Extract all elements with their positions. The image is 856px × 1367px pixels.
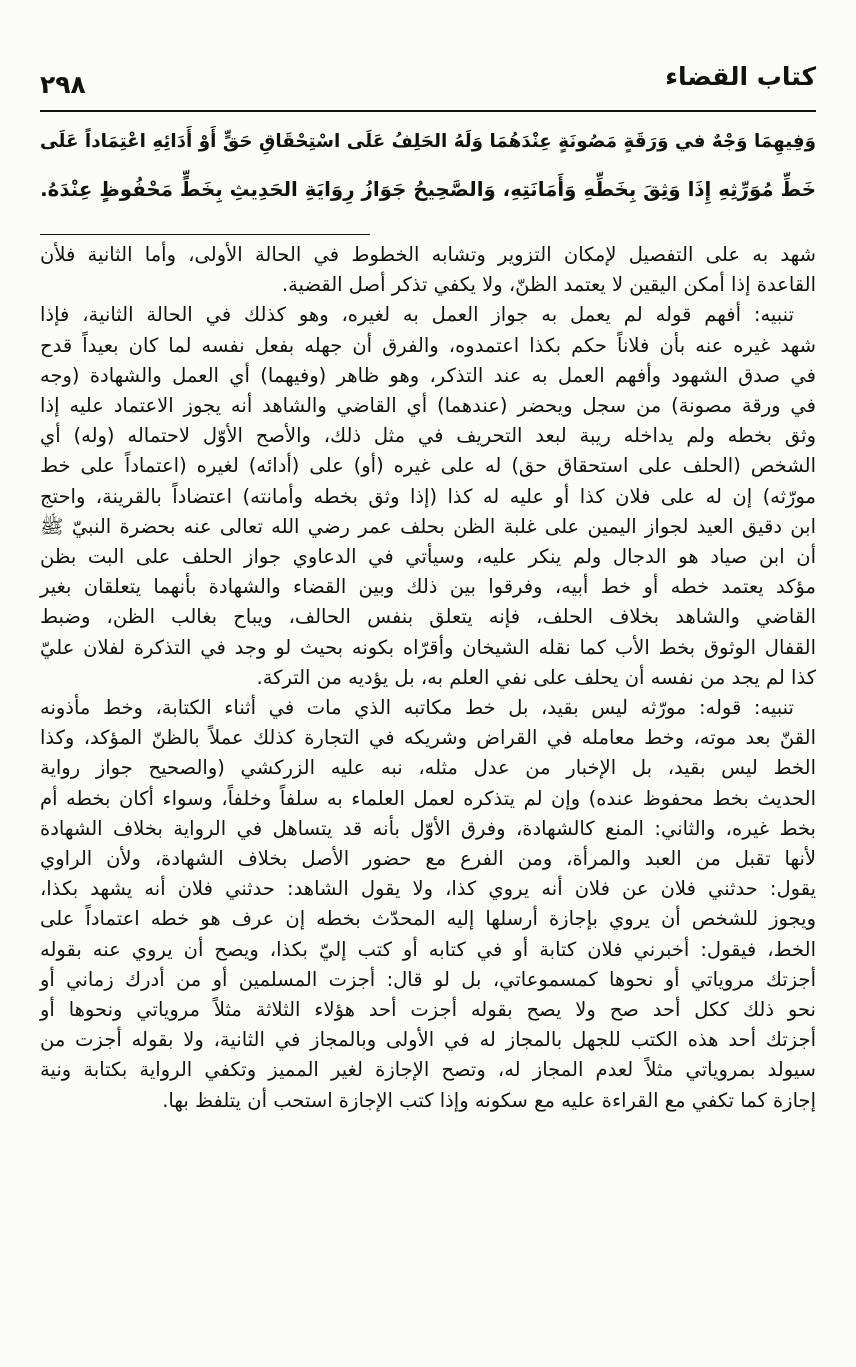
commentary-line: في ورقة مصونة) من سجل ويحضر (عندهما) أي القاضي والشاهد أنه يجوز الاعتماد عليه إذا <box>40 394 816 418</box>
commentary-line: أجزتك مروياتي أو نحوها كمسموعاتي، بل لو قال: أجزت المسلمين أو من أدرك زماني أو <box>40 967 816 991</box>
matn-text <box>40 118 816 214</box>
matn-line: خَطِّ مُوَرِّثِهِ إِذَا وَثِقَ بِخَطِّهِ وَأَمَانَتِهِ، وَالصَّحِيحُ جَوَازُ رِوَايَةِ الحَدِيثِ بِخَطٍّ مَحْفُوظٍ عِنْدَهُ. <box>40 178 816 201</box>
commentary-line: أجزتك أحد هذه الكتب للجهل بالمجاز له في الأولى وبالمجاز في الثانية، ولا بقوله أجزت من <box>40 1028 816 1052</box>
commentary-line: في صدق الشهود وأفهم العمل به عند التذكر، وهو ظاهر (وفيهما) أي العمل والشهادة (وجه <box>40 363 816 387</box>
commentary-line: تنبيه: قوله: مورّثه ليس بقيد، بل خط مكاتبه الذي مات في أثناء الكتابة، وخط مأذونه <box>40 696 794 720</box>
commentary-line: نحو ذلك ككل أحد صح ولا يصح بقوله أجزت أحد هؤلاء الثلاثة مثلاً مروياتي ونحوها أو <box>40 998 816 1022</box>
commentary-line: شهد غيره عنه بأن فلاناً حكم بكذا اعتمدوه، والفرق أن جهله بفعل نفسه لما كان بعيداً قدح <box>40 333 816 357</box>
commentary-line: الخط ليس بقيد، بل الإخبار من عدل مثله، نبه عليه الزركشي (والصحيح جواز رواية <box>40 756 816 780</box>
running-title: كتاب القضاء <box>665 62 816 91</box>
commentary-line: مورّثه) إن له على فلان كذا أو عليه له كذا (إذا وثق بخطه وأمانته) اعتضاداً بالقرينة، واحتج <box>40 484 816 508</box>
header-rule <box>40 110 816 112</box>
commentary-text <box>40 240 816 1116</box>
commentary-line: سيولد بمروياتي مثلاً لعدم المجاز له، وتصح الإجازة لغير المميز وتكفي الرواية بكتابة ونية <box>40 1058 816 1082</box>
commentary-line: تنبيه: أفهم قوله لم يعمل به جواز العمل به لغيره، وهو كذلك في الحالة الثانية، فإذا <box>40 303 794 327</box>
commentary-line: لأنها تقبل من العبد والمرأة، ومن الفرع مع حضور الأصل بخلاف الشهادة، ولأن الراوي <box>40 847 816 871</box>
commentary-line: كذا لم يجد من نفسه أن يحلف على نفي العلم به، بل يؤديه من التركة. <box>256 665 816 689</box>
commentary-line: بخط غيره، والثاني: المنع كالشهادة، وفرق الأوّل بأنه قد يتساهل في الرواية بخلاف الشهادة <box>40 816 816 840</box>
commentary-line: القاعدة إذا أمكن اليقين لا يعتمد الظنّ، ولا يكفي تذكر أصل القضية. <box>281 273 816 297</box>
commentary-paragraph-2 <box>40 300 816 693</box>
commentary-line: مؤكد يعتمد خطه أو خط أبيه، وفرقوا بين ذلك وبين القضاء والشهادة بأنهما يتعلقان بغير <box>40 575 816 599</box>
commentary-paragraph-3 <box>40 693 816 1116</box>
commentary-line: يقول: حدثني فلان عن فلان أنه يروي كذا، ولا يقول الشاهد: حدثني فلان أنه يشهد بكذا، <box>40 877 816 901</box>
commentary-line: الحديث بخط محفوظ عنده) وإن لم يتذكره لعمل العلماء به سلفاً وخلفاً، وسواء أكان بخطه أم <box>40 786 816 810</box>
page-number: ٢٩٨ <box>40 70 86 99</box>
separator-rule <box>40 234 370 235</box>
commentary-line: القاضي والشاهد بخلاف الحلف، فإنه يتعلق بنفس الحالف، ويباح بغالب الظن، وضبط <box>40 605 816 629</box>
commentary-line: ابن دقيق العيد لجواز اليمين على غلبة الظن بحلف عمر رضي الله تعالى عنه بحضرة النبيّ ﷺ <box>40 514 816 538</box>
commentary-line: ويجوز للشخص أن يروي بإجازة أرسلها إليه المحدّث بخطه إن عرف هو خطه اعتماداً على <box>40 907 816 931</box>
commentary-line: القنّ بعد موته، وخط معامله في القراض وشريكه في التجارة كذلك عملاً بالظنّ المؤكد، وكذا <box>40 726 816 750</box>
page-header <box>40 62 816 102</box>
commentary-line: القفال الوثوق بخط الأب كما نقله الشيخان وأقرّاه بكونه بحيث لو وجد في التذكرة لفلان عليّ <box>40 635 816 659</box>
commentary-line: وثق بخطه ولم يداخله ريبة لبعد التحريف في مثل ذلك، والأصح الأوّل لاحتماله (وله) أي <box>40 424 816 448</box>
commentary-line: الشخص (الحلف على استحقاق حق) له على غيره (أو) على (أدائه) لغيره (اعتماداً على خط <box>40 454 816 478</box>
commentary-paragraph-1 <box>40 240 816 300</box>
matn-line: وَفِيهِمَا وَجْهٌ في وَرَقَةٍ مَصُونَةٍ عِنْدَهُمَا وَلَهُ الحَلِفُ عَلَى اسْتِحْقَاقِ حَقٍّ أَوْ أَدَائِهِ اعْتِمَاداً عَلَى <box>40 131 816 152</box>
commentary-line: أن ابن صياد هو الدجال ولم ينكر عليه، وسيأتي في الدعاوي جواز الحلف على البت بظن <box>40 545 816 569</box>
commentary-line: إجازة كما تكفي مع القراءة عليه مع سكونه وإذا كتب الإجازة استحب أن يتلفظ بها. <box>162 1088 816 1112</box>
commentary-line: شهد به على التفصيل لإمكان التزوير وتشابه الخطوط في الحالة الأولى، وأما الثانية فلأن <box>40 243 816 266</box>
commentary-line: الخط، فيقول: أخبرني فلان كتابة أو في كتابه أو كتب إليّ بكذا، ويصح أن يروي عنه بقوله <box>40 937 816 961</box>
